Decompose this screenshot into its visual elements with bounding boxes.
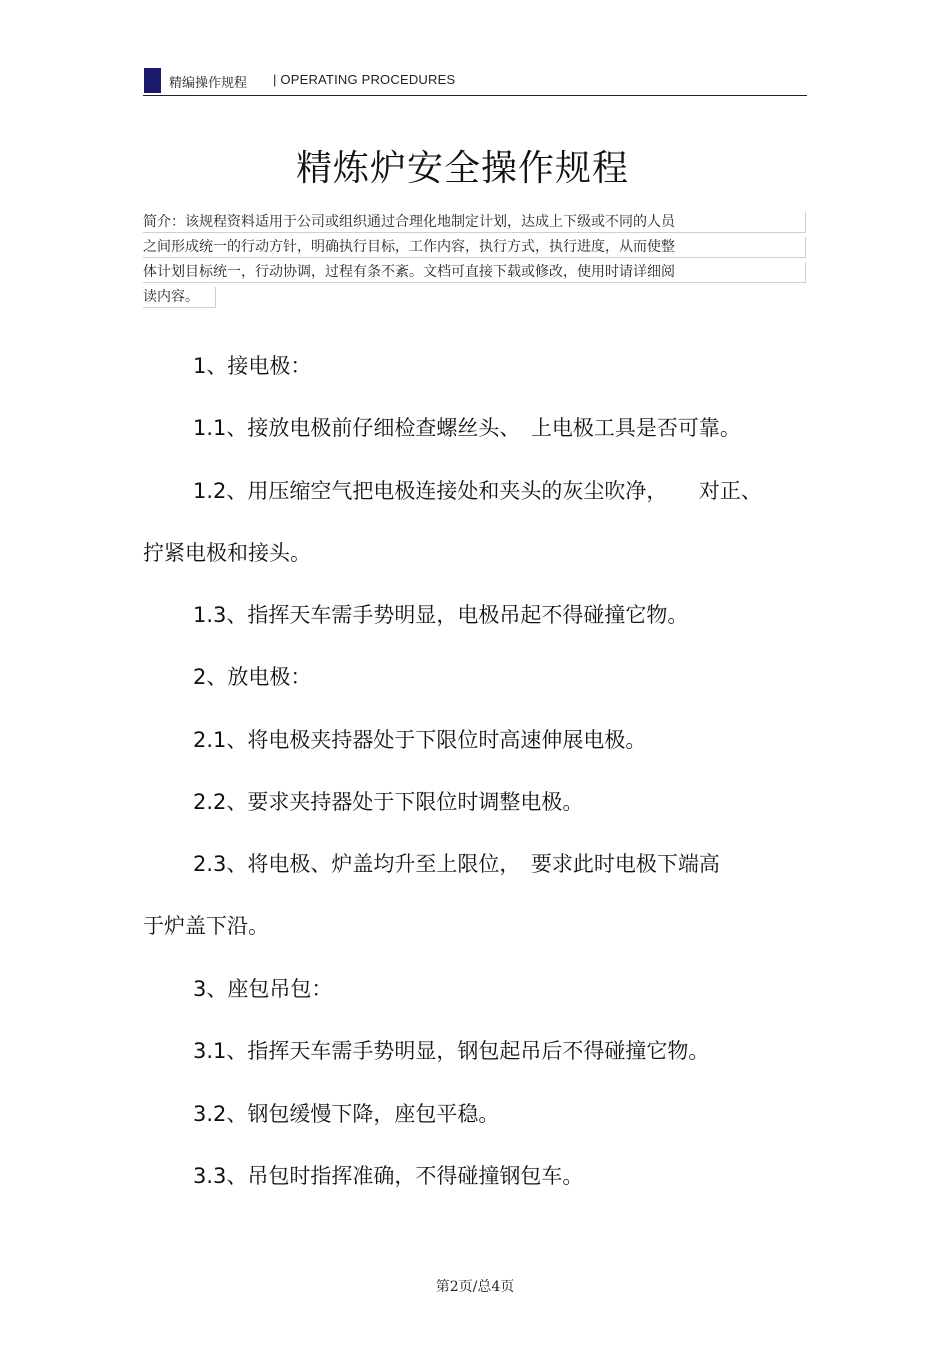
- intro-line: 简介：该规程资料适用于公司或组织通过合理化地制定计划，达成上下级或不同的人员: [143, 212, 806, 233]
- section-heading: 1、接电极：: [193, 354, 312, 378]
- page-header: [143, 66, 807, 96]
- body-paragraph: 3.3、吊包时指挥准确，不得碰撞钢包车。: [193, 1164, 584, 1188]
- intro-line: 体计划目标统一，行动协调，过程有条不紊。文档可直接下载或修改，使用时请详细阅: [143, 262, 806, 283]
- document-title: 精炼炉安全操作规程: [295, 148, 629, 189]
- body-paragraph: 1.2、用压缩空气把电极连接处和夹头的灰尘吹净， 对正、: [193, 479, 762, 503]
- body-paragraph: 2.2、要求夹持器处于下限位时调整电极。: [193, 790, 584, 814]
- body-paragraph: 1.1、接放电极前仔细检查螺丝头、 上电极工具是否可靠。: [193, 416, 741, 440]
- body-paragraph-continuation: 拧紧电极和接头。: [143, 541, 311, 565]
- intro-line: 读内容。: [143, 287, 216, 308]
- body-paragraph: 1.3、指挥天车需手势明显，电极吊起不得碰撞它物。: [193, 603, 689, 627]
- brand-logo-icon: [144, 68, 161, 93]
- header-subtitle: | OPERATING PROCEDURES: [273, 72, 456, 87]
- section-heading: 2、放电极：: [193, 665, 312, 689]
- section-heading: 3、座包吊包：: [193, 977, 333, 1001]
- intro-line: 之间形成统一的行动方针，明确执行目标，工作内容，执行方式，执行进度，从而使整: [143, 237, 806, 258]
- header-brand: 精编操作规程: [169, 76, 248, 91]
- body-paragraph: 2.1、将电极夹持器处于下限位时高速伸展电极。: [193, 728, 647, 752]
- body-paragraph: 3.2、钢包缓慢下降，座包平稳。: [193, 1102, 500, 1126]
- page-footer: 第2页/总4页: [435, 1279, 515, 1295]
- body-paragraph-continuation: 于炉盖下沿。: [143, 914, 269, 938]
- body-paragraph: 2.3、将电极、炉盖均升至上限位， 要求此时电极下端高: [193, 852, 720, 876]
- body-paragraph: 3.1、指挥天车需手势明显，钢包起吊后不得碰撞它物。: [193, 1039, 710, 1063]
